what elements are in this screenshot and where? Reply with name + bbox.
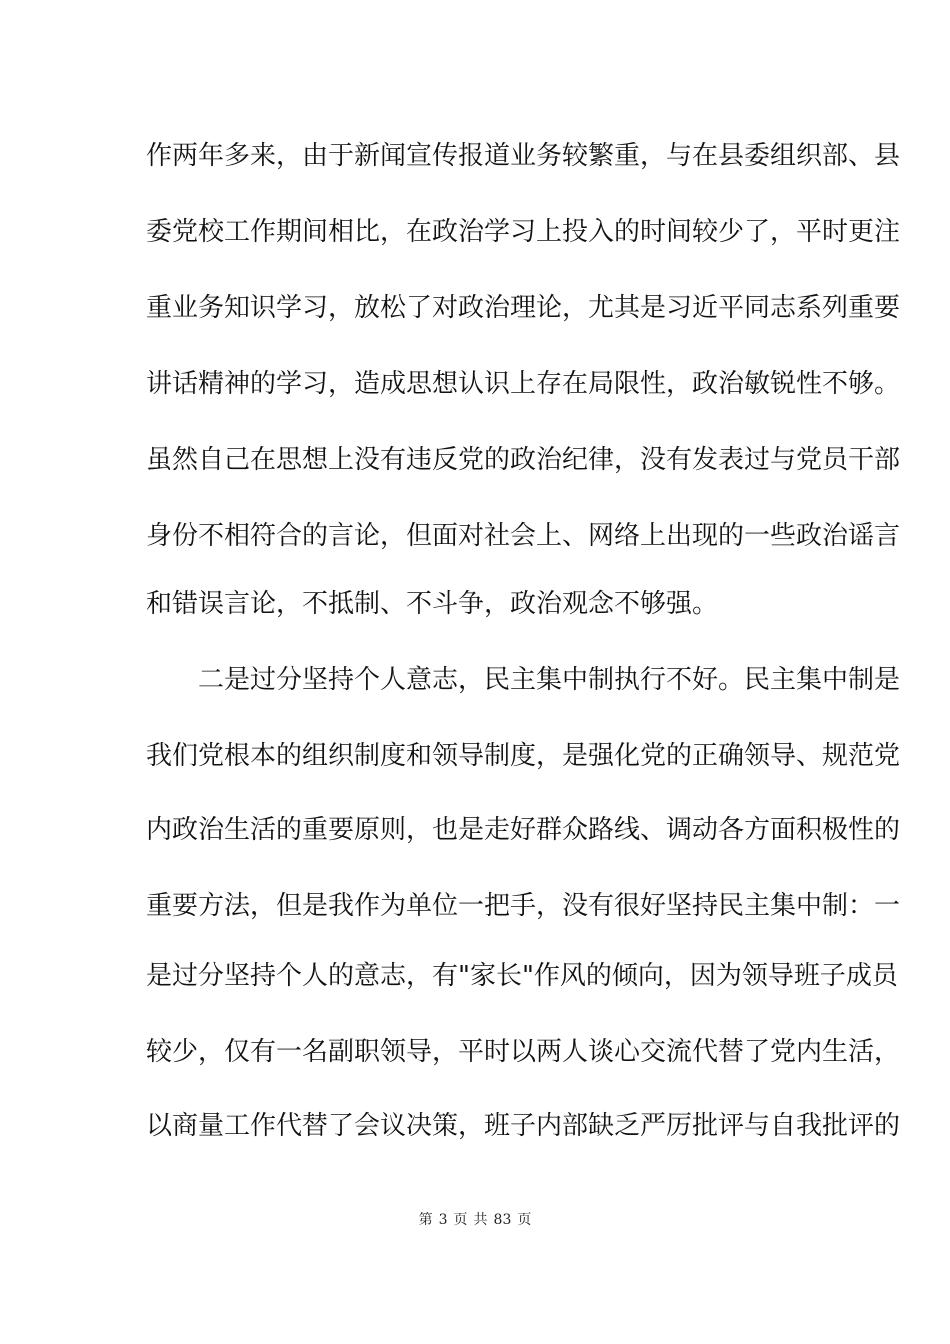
body-text-line: 重要方法，但是我作为单位一把手，没有很好坚持民主集中制：一 bbox=[146, 891, 901, 921]
paragraph-first-line: 二是过分坚持个人意志，民主集中制执行不好。民主集中制是 bbox=[198, 665, 901, 695]
body-text-line: 内政治生活的重要原则，也是走好群众路线、调动各方面积极性的 bbox=[146, 815, 901, 845]
body-text-line: 我们党根本的组织制度和领导制度，是强化党的正确领导、规范党 bbox=[146, 741, 901, 771]
body-text-line: 较少，仅有一名副职领导，平时以两人谈心交流代替了党内生活， bbox=[146, 1037, 901, 1067]
body-text-line: 以商量工作代替了会议决策，班子内部缺乏严厉批评与自我批评的 bbox=[146, 1111, 901, 1141]
body-text-line: 身份不相符合的言论，但面对社会上、网络上出现的一些政治谣言 bbox=[146, 521, 901, 551]
body-text-line: 虽然自己在思想上没有违反党的政治纪律，没有发表过与党员干部 bbox=[146, 445, 901, 475]
body-text-line: 重业务知识学习，放松了对政治理论，尤其是习近平同志系列重要 bbox=[146, 293, 901, 323]
body-text-line: 和错误言论，不抵制、不斗争，政治观念不够强。 bbox=[146, 589, 719, 619]
body-text-line: 作两年多来，由于新闻宣传报道业务较繁重，与在县委组织部、县 bbox=[146, 141, 901, 171]
body-text-line: 委党校工作期间相比，在政治学习上投入的时间较少了，平时更注 bbox=[146, 217, 901, 247]
footer-page-unit: 页 bbox=[453, 1212, 468, 1228]
footer-page-number: 3 bbox=[438, 1212, 448, 1228]
footer-total-pages: 83 bbox=[493, 1212, 512, 1228]
footer-prefix: 第 bbox=[418, 1212, 433, 1228]
page-number-footer bbox=[0, 1208, 950, 1232]
body-text-line: 是过分坚持个人的意志，有"家长"作风的倾向，因为领导班子成员 bbox=[146, 961, 898, 991]
body-text-line: 讲话精神的学习，造成思想认识上存在局限性，政治敏锐性不够。 bbox=[146, 369, 901, 399]
footer-total-prefix: 共 bbox=[473, 1212, 488, 1228]
footer-total-unit: 页 bbox=[517, 1212, 532, 1228]
